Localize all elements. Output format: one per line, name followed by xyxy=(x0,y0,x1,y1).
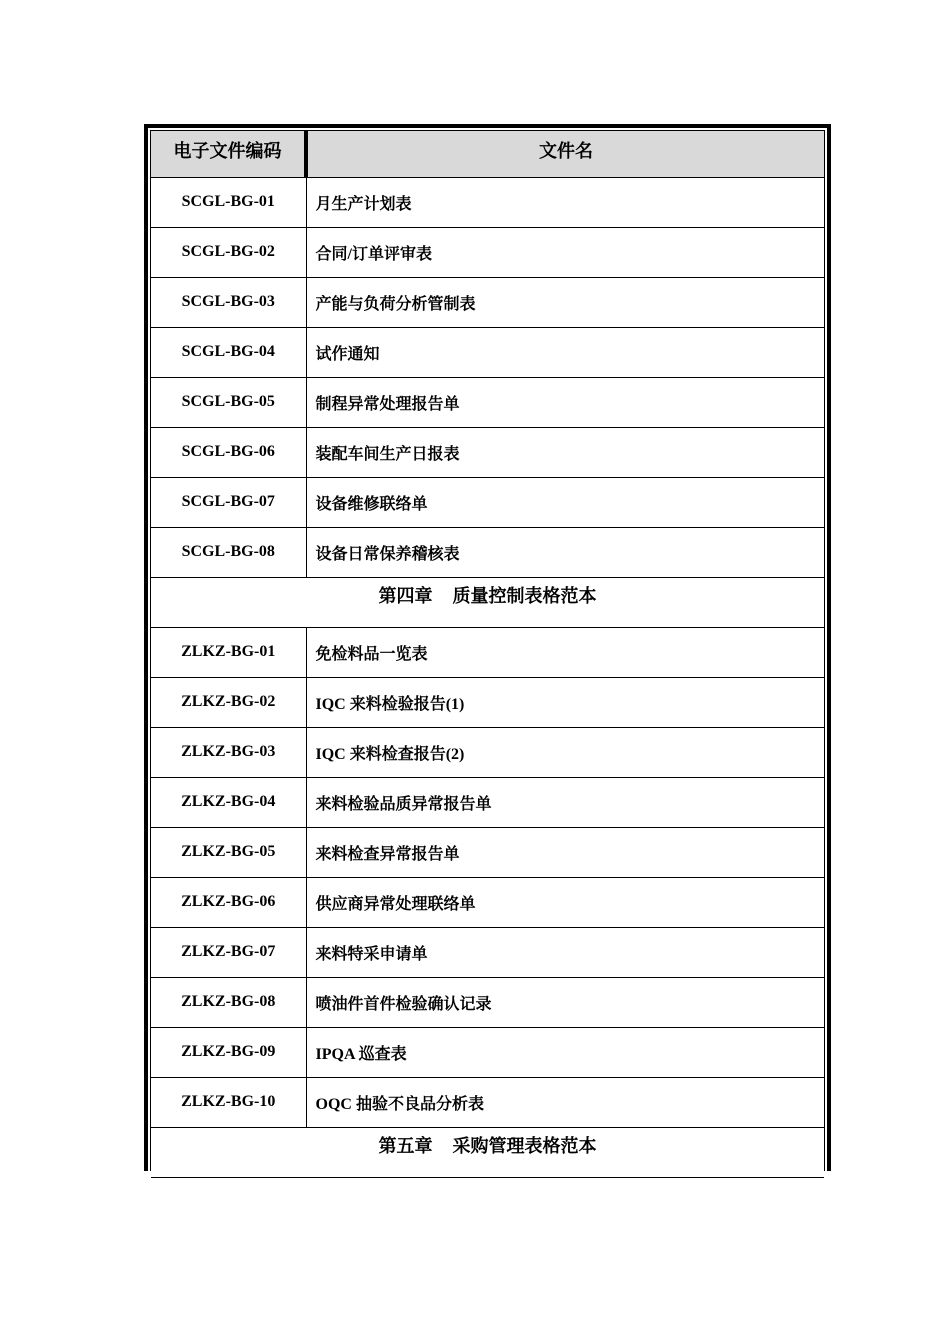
chapter-heading-row xyxy=(151,1127,824,1177)
table-row xyxy=(151,227,824,277)
file-name: 合同/订单评审表 xyxy=(306,227,824,277)
chapter-heading xyxy=(151,577,824,627)
table-row xyxy=(151,327,824,377)
file-code: SCGL-BG-04 xyxy=(151,327,306,377)
header-name: 文件名 xyxy=(306,131,824,177)
table-row xyxy=(151,1027,824,1077)
table-row xyxy=(151,777,824,827)
file-code: ZLKZ-BG-08 xyxy=(151,977,306,1027)
file-code: SCGL-BG-07 xyxy=(151,477,306,527)
table-row xyxy=(151,677,824,727)
chapter-number: 第五章 xyxy=(378,1135,433,1157)
file-code: SCGL-BG-05 xyxy=(151,377,306,427)
chapter-heading-row xyxy=(151,577,824,627)
file-name: 设备维修联络单 xyxy=(306,477,824,527)
file-name: OQC 抽验不良品分析表 xyxy=(306,1077,824,1127)
table-row xyxy=(151,627,824,677)
file-index-table xyxy=(151,131,824,1178)
file-name: IPQA 巡查表 xyxy=(306,1027,824,1077)
table-row xyxy=(151,877,824,927)
file-name: IQC 来料检查报告(2) xyxy=(306,727,824,777)
table-row xyxy=(151,977,824,1027)
file-name: 供应商异常处理联络单 xyxy=(306,877,824,927)
table-row xyxy=(151,377,824,427)
table-row xyxy=(151,1077,824,1127)
file-name: 来料特采申请单 xyxy=(306,927,824,977)
chapter-title: 质量控制表格范本 xyxy=(452,585,597,607)
file-name: 制程异常处理报告单 xyxy=(306,377,824,427)
chapter-number: 第四章 xyxy=(378,585,433,607)
file-name: 装配车间生产日报表 xyxy=(306,427,824,477)
file-code: ZLKZ-BG-05 xyxy=(151,827,306,877)
table-row xyxy=(151,427,824,477)
file-name: 免检料品一览表 xyxy=(306,627,824,677)
document-table-frame xyxy=(144,124,831,1171)
table-header-row xyxy=(151,131,824,177)
file-name: 试作通知 xyxy=(306,327,824,377)
file-name: IQC 来料检验报告(1) xyxy=(306,677,824,727)
table-row xyxy=(151,727,824,777)
file-name: 喷油件首件检验确认记录 xyxy=(306,977,824,1027)
document-table-inner xyxy=(150,130,825,1171)
file-code: ZLKZ-BG-09 xyxy=(151,1027,306,1077)
table-row xyxy=(151,927,824,977)
header-code: 电子文件编码 xyxy=(151,131,306,177)
file-name: 设备日常保养稽核表 xyxy=(306,527,824,577)
file-code: ZLKZ-BG-06 xyxy=(151,877,306,927)
table-row xyxy=(151,527,824,577)
file-code: ZLKZ-BG-02 xyxy=(151,677,306,727)
file-code: SCGL-BG-03 xyxy=(151,277,306,327)
file-name: 来料检验品质异常报告单 xyxy=(306,777,824,827)
file-code: SCGL-BG-01 xyxy=(151,177,306,227)
file-code: ZLKZ-BG-03 xyxy=(151,727,306,777)
file-code: ZLKZ-BG-10 xyxy=(151,1077,306,1127)
chapter-title: 采购管理表格范本 xyxy=(452,1135,597,1157)
file-name: 来料检查异常报告单 xyxy=(306,827,824,877)
chapter-heading xyxy=(151,1127,824,1177)
table-row xyxy=(151,177,824,227)
file-code: SCGL-BG-08 xyxy=(151,527,306,577)
file-code: SCGL-BG-06 xyxy=(151,427,306,477)
table-row xyxy=(151,477,824,527)
file-code: ZLKZ-BG-01 xyxy=(151,627,306,677)
table-row xyxy=(151,827,824,877)
file-name: 产能与负荷分析管制表 xyxy=(306,277,824,327)
file-name: 月生产计划表 xyxy=(306,177,824,227)
table-row xyxy=(151,277,824,327)
file-code: ZLKZ-BG-07 xyxy=(151,927,306,977)
file-code: SCGL-BG-02 xyxy=(151,227,306,277)
file-code: ZLKZ-BG-04 xyxy=(151,777,306,827)
